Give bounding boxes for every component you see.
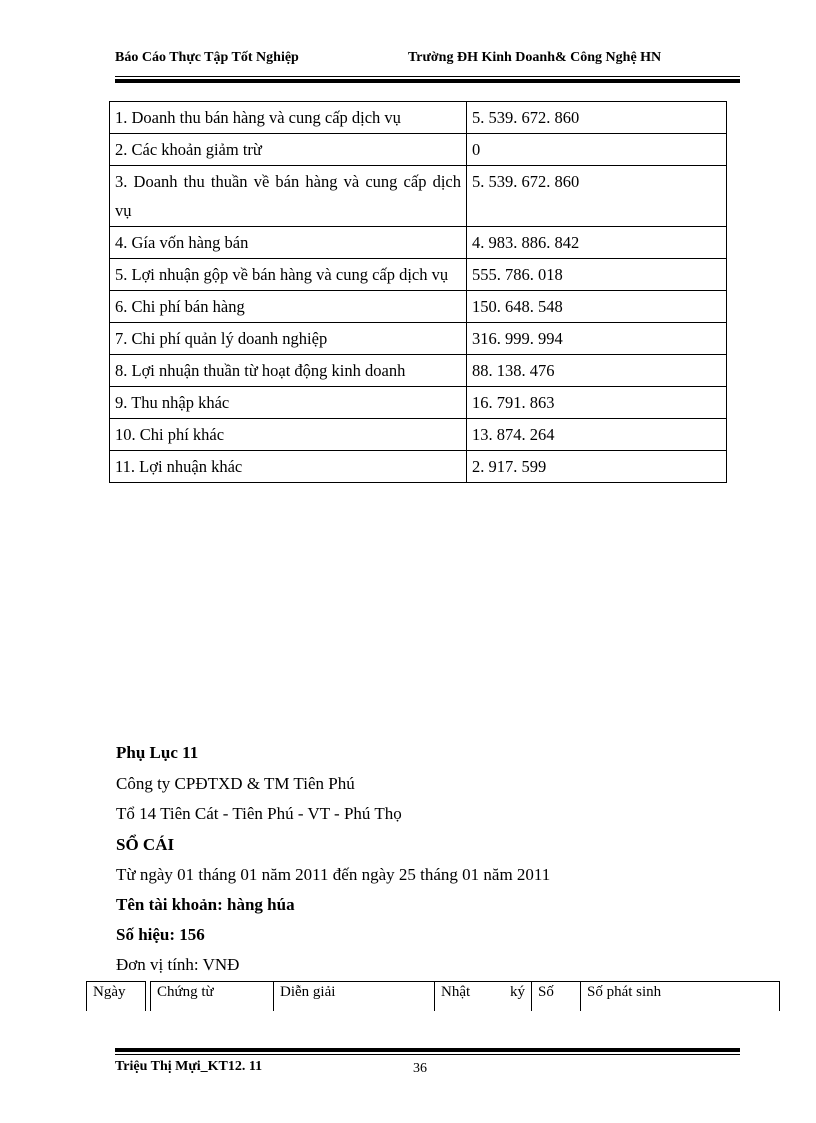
financial-row <box>110 166 727 227</box>
financial-row-value: 316. 999. 994 <box>467 323 727 355</box>
financial-row <box>110 291 727 323</box>
company-address: Tổ 14 Tiên Cát - Tiên Phú - VT - Phú Thọ <box>116 804 402 823</box>
company-name: Công ty CPĐTXD & TM Tiên Phú <box>116 774 355 793</box>
ledger-col-date: Ngày <box>87 982 146 1012</box>
financial-row-label: 1. Doanh thu bán hàng và cung cấp dịch vụ <box>110 102 467 134</box>
financial-row <box>110 387 727 419</box>
header-report-title: Báo Cáo Thực Tập Tốt Nghiệp <box>115 50 299 65</box>
financial-row-label: 8. Lợi nhuận thuần từ hoạt động kinh doanh <box>110 355 467 387</box>
financial-results-table <box>109 101 727 483</box>
financial-row <box>110 259 727 291</box>
financial-row <box>110 451 727 483</box>
financial-row-value: 5. 539. 672. 860 <box>467 102 727 134</box>
ledger-col-amount: Số phát sinh <box>581 982 780 1012</box>
account-name: Tên tài khoản: hàng húa <box>116 895 295 914</box>
ledger-period: Từ ngày 01 tháng 01 năm 2011 đến ngày 25 tháng 01 năm 2011 <box>116 865 551 884</box>
financial-row <box>110 134 727 166</box>
ledger-col-description: Diễn giải <box>274 982 435 1012</box>
ledger-col-journal <box>435 982 532 1012</box>
financial-row-value: 555. 786. 018 <box>467 259 727 291</box>
financial-row <box>110 323 727 355</box>
financial-row-value: 4. 983. 886. 842 <box>467 227 727 259</box>
account-code: Số hiệu: 156 <box>116 925 205 944</box>
financial-row-value: 150. 648. 548 <box>467 291 727 323</box>
financial-row <box>110 102 727 134</box>
financial-row-label: 4. Gía vốn hàng bán <box>110 227 467 259</box>
financial-row-label: 2. Các khoản giảm trừ <box>110 134 467 166</box>
financial-row-label: 5. Lợi nhuận gộp về bán hàng và cung cấp dịch vụ <box>110 259 467 291</box>
ledger-col-journal-a: Nhật <box>441 984 471 1000</box>
header-rule-thick <box>115 79 740 83</box>
ledger-col-no: Số <box>532 982 581 1012</box>
footer-rule-thin <box>115 1054 740 1055</box>
financial-row-label: 9. Thu nhập khác <box>110 387 467 419</box>
financial-row-label: 10. Chi phí khác <box>110 419 467 451</box>
financial-row-label: 6. Chi phí bán hàng <box>110 291 467 323</box>
header-university: Trường ĐH Kinh Doanh& Công Nghệ HN <box>408 50 662 65</box>
ledger-table-header <box>86 981 780 1011</box>
currency-unit: Đơn vị tính: VNĐ <box>116 955 240 974</box>
financial-row-label: 7. Chi phí quản lý doanh nghiệp <box>110 323 467 355</box>
header-rule-thin <box>115 76 740 77</box>
financial-row-label: 11. Lợi nhuận khác <box>110 451 467 483</box>
financial-row-value: 2. 917. 599 <box>467 451 727 483</box>
footer-rule-thick <box>115 1048 740 1052</box>
financial-row-value: 0 <box>467 134 727 166</box>
ledger-header-row <box>87 982 780 1012</box>
financial-row-label: 3. Doanh thu thuần về bán hàng và cung cấp dịch vụ <box>110 166 467 227</box>
ledger-title: SỔ CÁI <box>116 835 175 854</box>
page-number: 36 <box>413 1061 427 1076</box>
appendix-title: Phụ Lục 11 <box>116 743 199 762</box>
financial-row-value: 88. 138. 476 <box>467 355 727 387</box>
financial-row-value: 5. 539. 672. 860 <box>467 166 727 227</box>
financial-row <box>110 227 727 259</box>
ledger-col-journal-b: ký <box>510 984 525 1000</box>
financial-row <box>110 355 727 387</box>
footer-author: Triệu Thị Mựi_KT12. 11 <box>115 1059 263 1074</box>
financial-row-value: 16. 791. 863 <box>467 387 727 419</box>
financial-row <box>110 419 727 451</box>
ledger-col-voucher: Chứng từ <box>151 982 274 1012</box>
financial-row-value: 13. 874. 264 <box>467 419 727 451</box>
